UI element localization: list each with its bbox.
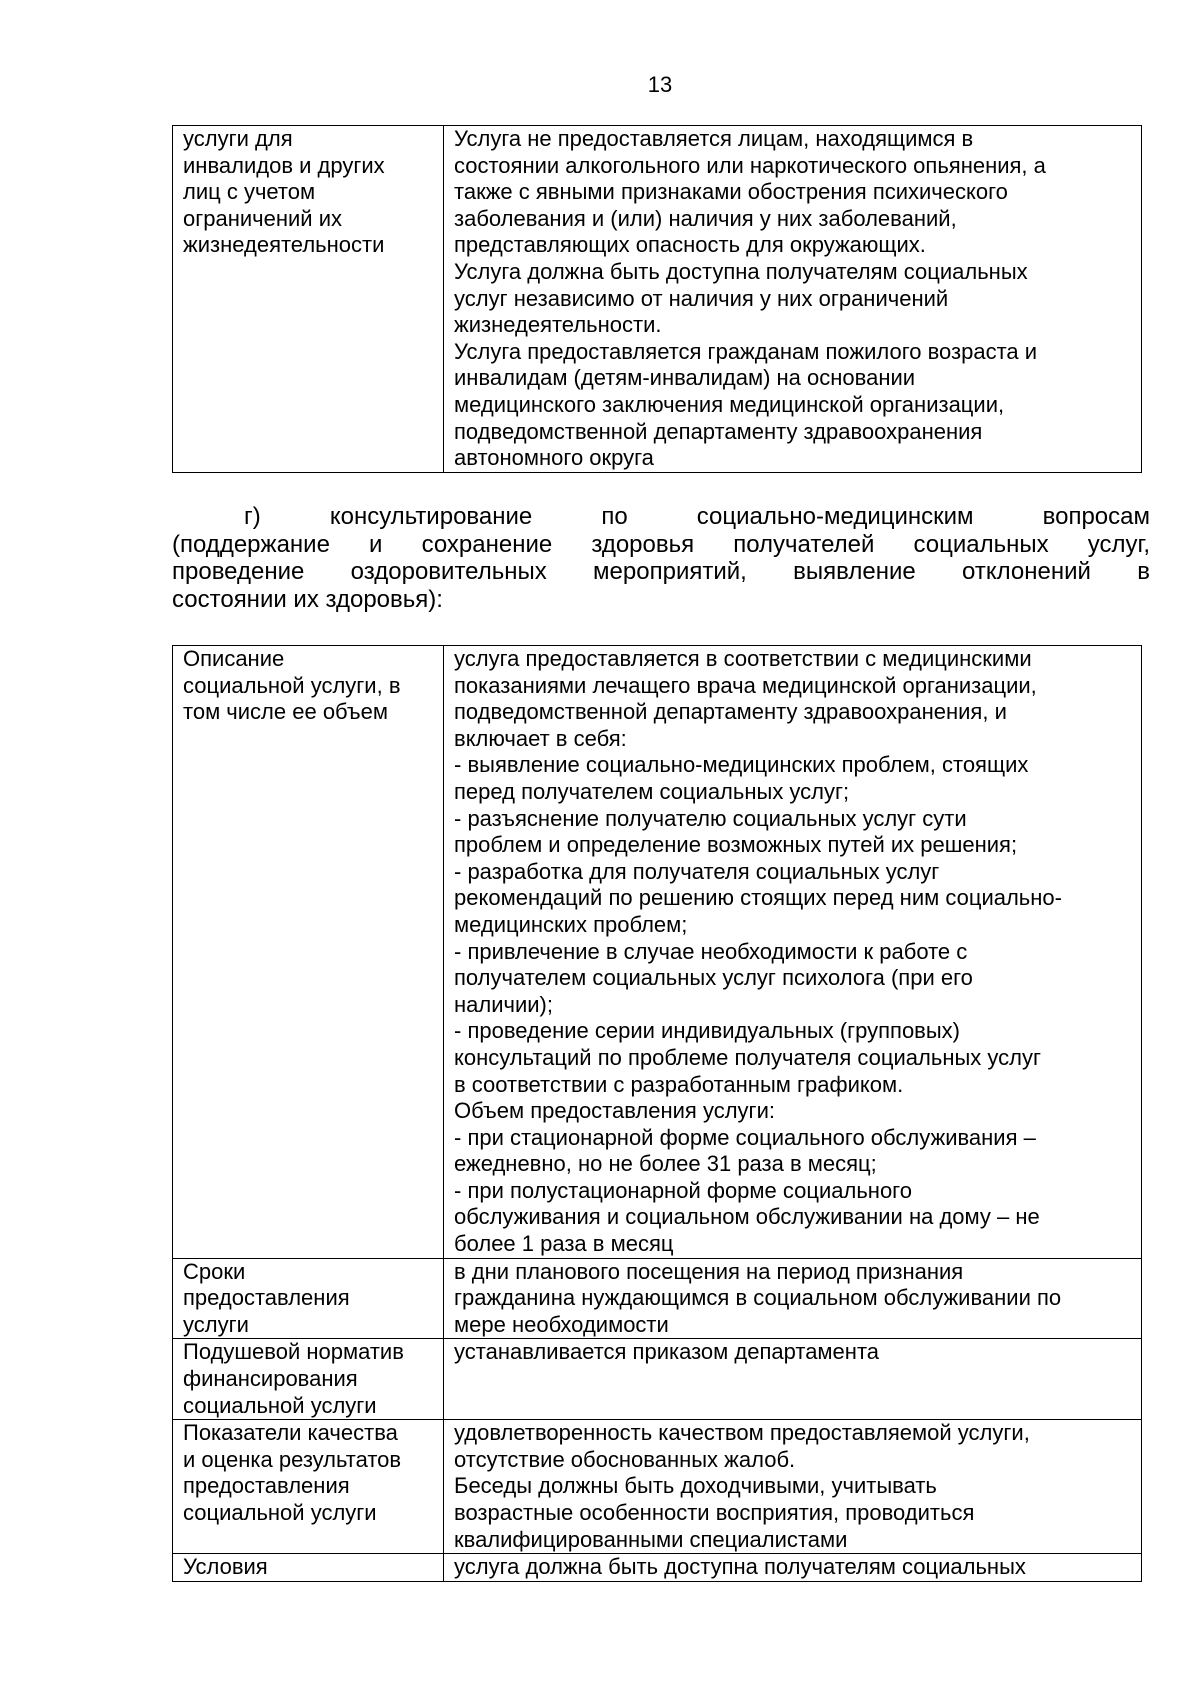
content-line: включает в себя:: [454, 725, 627, 751]
content-line: гражданина нуждающимся в социальном обслуживании по: [454, 1285, 1062, 1311]
label-line: и оценка результатов: [183, 1446, 402, 1472]
content-line: устанавливается приказом департамента: [454, 1339, 880, 1365]
content-line: - при стационарной форме социального обслуживания –: [454, 1124, 1036, 1150]
content-line: подведомственной департаменту здравоохранения, и: [454, 699, 1007, 725]
label-line: предоставления: [183, 1285, 350, 1311]
content-line: Услуга предоставляется гражданам пожилого возраста и: [454, 338, 1038, 364]
content-line: - разъяснение получателю социальных услуг сути: [454, 805, 967, 831]
content-line: медицинских проблем;: [454, 911, 688, 937]
content-line: ежедневно, но не более 31 раза в месяц;: [454, 1151, 877, 1177]
label-line: услуги для: [183, 126, 293, 151]
content-line: возрастные особенности восприятия, проводиться: [454, 1500, 975, 1525]
paragraph-line: (поддержание и сохранение здоровья получателей социальных услуг,: [172, 530, 1150, 558]
content-line: квалифицированными специалистами: [454, 1526, 848, 1552]
row-content-cell: [444, 126, 1142, 473]
section-g-heading: [172, 503, 1150, 613]
content-line: - при полустационарной форме социального: [454, 1177, 912, 1203]
label-line: Сроки: [183, 1258, 246, 1284]
content-line: обслуживания и социальном обслуживании на дому – не: [454, 1204, 1040, 1230]
content-line: отсутствие обоснованных жалоб.: [454, 1446, 796, 1472]
content-line: Услуга не предоставляется лицам, находящимся в: [454, 126, 974, 151]
row-label-cell: [173, 1339, 444, 1420]
service-conditions-table: [172, 125, 1142, 473]
row-label-cell: [173, 126, 444, 473]
label-line: Показатели качества: [183, 1420, 398, 1446]
content-line: представляющих опасность для окружающих.: [454, 232, 926, 258]
label-line: социальной услуги, в: [183, 672, 401, 698]
label-line: Подушевой норматив: [183, 1339, 404, 1365]
label-line: лиц с учетом: [183, 179, 316, 205]
content-line: медицинского заключения медицинской организации,: [454, 391, 1005, 417]
consultation-service-table: [172, 645, 1142, 1582]
content-line: Объем предоставления услуги:: [454, 1098, 775, 1124]
content-line: состоянии алкогольного или наркотического опьянения, а: [454, 152, 1046, 178]
row-content-cell: [444, 1554, 1142, 1582]
content-line: удовлетворенность качеством предоставляемой услуги,: [454, 1420, 1030, 1446]
content-line: наличии);: [454, 991, 553, 1017]
content-line: подведомственной департаменту здравоохранения: [454, 418, 983, 444]
content-line: инвалидам (детям-инвалидам) на основании: [454, 365, 916, 391]
table-row: [173, 646, 1142, 1259]
paragraph-line: г) консультирование по социально-медицинским вопросам: [244, 503, 1150, 530]
table-row: [173, 1258, 1142, 1339]
content-line: более 1 раза в месяц: [454, 1231, 674, 1257]
content-line: мере необходимости: [454, 1311, 669, 1337]
content-line: - выявление социально-медицинских проблем, стоящих: [454, 752, 1029, 778]
label-line: инвалидов и других: [183, 152, 385, 178]
content-line: Беседы должны быть доходчивыми, учитывать: [454, 1473, 937, 1499]
row-content-cell: [444, 1420, 1142, 1554]
content-line: услуг независимо от наличия у них ограничений: [454, 285, 949, 311]
row-content-cell: [444, 646, 1142, 1259]
content-line: в соответствии с разработанным графиком.: [454, 1071, 904, 1097]
paragraph-line: состоянии их здоровья):: [172, 585, 443, 613]
label-line: предоставления: [183, 1473, 350, 1499]
page-number: 13: [647, 72, 673, 97]
content-line: - привлечение в случае необходимости к работе с: [454, 938, 968, 964]
table-row: [173, 1339, 1142, 1420]
content-line: автономного округа: [454, 445, 654, 471]
content-line: - проведение серии индивидуальных (групповых): [454, 1018, 960, 1044]
content-line: рекомендаций по решению стоящих перед ним социально-: [454, 885, 1062, 911]
table-row: [173, 1554, 1142, 1582]
content-line: показаниями лечащего врача медицинской организации,: [454, 672, 1037, 698]
content-line: получателем социальных услуг психолога (при его: [454, 965, 973, 991]
table-row: [173, 126, 1142, 473]
content-line: также с явными признаками обострения психического: [454, 179, 1008, 205]
content-line: проблем и определение возможных путей их решения;: [454, 832, 1018, 858]
row-label-cell: [173, 1554, 444, 1582]
row-content-cell: [444, 1258, 1142, 1339]
row-content-cell: [444, 1339, 1142, 1420]
label-line: том числе ее объем: [183, 699, 389, 725]
row-label-cell: [173, 646, 444, 1259]
label-line: ограничений их: [183, 205, 342, 231]
row-label-cell: [173, 1420, 444, 1554]
label-line: Описание: [183, 646, 285, 671]
label-line: жизнедеятельности: [183, 232, 385, 258]
label-line: финансирования: [183, 1366, 358, 1392]
content-line: перед получателем социальных услуг;: [454, 778, 850, 804]
content-line: - разработка для получателя социальных услуг: [454, 858, 940, 884]
row-label-cell: [173, 1258, 444, 1339]
content-line: жизнедеятельности.: [454, 312, 662, 338]
content-line: консультаций по проблеме получателя социальных услуг: [454, 1044, 1042, 1070]
content-line: Услуга должна быть доступна получателям социальных: [454, 258, 1028, 284]
table-row: [173, 1420, 1142, 1554]
content-line: заболевания и (или) наличия у них заболеваний,: [454, 205, 957, 231]
paragraph-line: проведение оздоровительных мероприятий, выявление отклонений в: [172, 558, 1150, 585]
label-line: Условия: [183, 1554, 268, 1580]
label-line: социальной услуги: [183, 1392, 377, 1418]
label-line: услуги: [183, 1311, 249, 1337]
content-line: услуга предоставляется в соответствии с медицинскими: [454, 646, 1032, 671]
content-line: услуга должна быть доступна получателям социальных: [454, 1554, 1026, 1580]
content-line: в дни планового посещения на период признания: [454, 1258, 964, 1284]
label-line: социальной услуги: [183, 1500, 377, 1525]
